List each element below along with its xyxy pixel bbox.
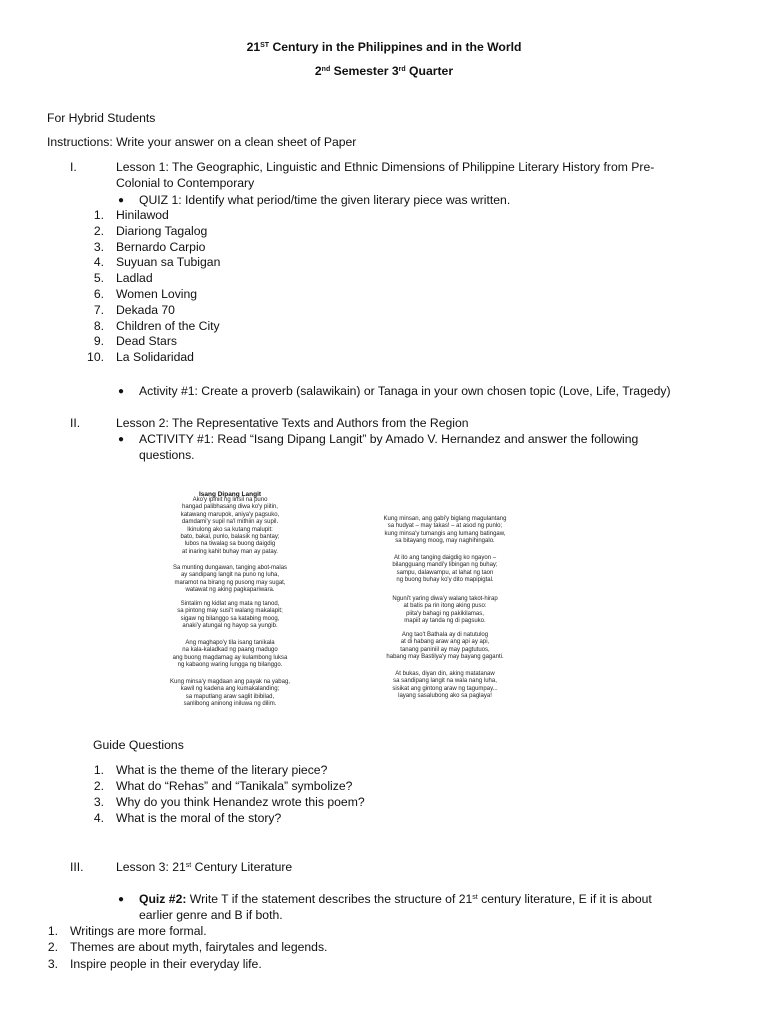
poem-line: piita'y bahagi ng pakikilamas, <box>406 610 484 617</box>
title-superscript: ST <box>260 42 270 49</box>
poem-line: at inaring kahit buhay man ay patay. <box>182 548 278 555</box>
poem-line: Nguni't yaring diwa'y walang takot-hirap <box>392 596 498 602</box>
list-item-number: 2. <box>47 940 58 955</box>
poem-line: Sintalim ng kidlat ang mata ng tanod, <box>180 601 280 607</box>
quiz2-prompt <box>139 892 652 907</box>
list-item-text: Writings are more formal. <box>70 924 207 938</box>
poem-stanza <box>150 497 310 556</box>
lesson3-title-sup: st <box>185 862 192 869</box>
poem-line: sampu, dalawampu, at lahat ng taon <box>396 569 494 576</box>
list-item-number: 5. <box>93 271 104 286</box>
poem-line: At ito ang tanging daigdig ko ngayon – <box>393 555 497 561</box>
poem-stanza <box>150 640 310 670</box>
title-text: Century in the Philippines and in the World <box>269 40 522 54</box>
list-item-text: Dead Stars <box>116 334 177 349</box>
list-item-number: 4. <box>93 811 104 825</box>
poem-line: hangad palibhasang diwa ko'y piitin, <box>182 504 278 511</box>
lesson3-numeral: III. <box>70 860 84 874</box>
list-item-number: 7. <box>93 302 104 317</box>
list-item-number: 1. <box>93 208 104 222</box>
poem-line: Kung minsan, ang gabi'y biglang magulantang <box>383 516 507 522</box>
poem-line: sanlibong aninong iniluwa ng dilim. <box>183 701 277 708</box>
bullet-icon: ● <box>118 386 125 397</box>
list-item-text: La Solidaridad <box>116 350 194 365</box>
semester-number: 2 <box>314 64 322 78</box>
semester-heading <box>0 64 768 79</box>
poem-line: Ang tao't Bathala ay di natutulog <box>401 632 489 638</box>
poem-line: layang sasalubong ako sa paglaya! <box>398 693 492 700</box>
list-item-text: Dekada 70 <box>116 302 175 317</box>
poem-line: ng kabaong waring lungga ng bilanggo. <box>177 662 283 669</box>
poem-line: Ikinulong ako sa kutang malupit: <box>187 526 273 533</box>
poem-line: ang buong magdamag ay kulambong luksa <box>172 654 288 661</box>
quiz2-label: Quiz #2: <box>139 892 187 906</box>
list-item-text: What is the theme of the literary piece? <box>116 763 328 777</box>
poem-line: Ako'y ipiniit ng linsil na puno <box>192 497 268 503</box>
list-item-text: Themes are about myth, fairytales and legends. <box>70 940 328 955</box>
quarter-text: Quarter <box>405 64 454 78</box>
lesson3-title <box>116 860 292 875</box>
activity-read-line1: ACTIVITY #1: Read “Isang Dipang Langit” by Amado V. Hernandez and answer the following <box>139 432 639 446</box>
poem-line: Ang maghapo'y tila isang tanikala <box>185 640 275 646</box>
list-item-text: Ladlad <box>116 271 153 286</box>
poem-stanza <box>365 516 525 546</box>
lesson2-title: Lesson 2: The Representative Texts and Authors from the Region <box>116 416 469 430</box>
poem-stanza <box>150 679 310 709</box>
poem-line: at di habang araw ang api ay api, <box>400 639 490 646</box>
bullet-icon: ● <box>118 894 125 905</box>
poem-line: tanang paniniil ay may pagtutuos, <box>400 646 490 653</box>
list-item-text: Hinilawod <box>116 208 169 222</box>
bullet-icon: ● <box>118 434 125 445</box>
activity1-prompt: Activity #1: Create a proverb (salawikain) or Tanaga in your own chosen topic (Love, Life, Tragedy) <box>139 384 671 398</box>
quiz1-prompt: QUIZ 1: Identify what period/time the given literary piece was written. <box>139 193 511 207</box>
list-item-text: What do “Rehas” and “Tanikala” symbolize? <box>116 779 353 793</box>
list-item-number: 3. <box>93 795 104 809</box>
poem-line: mapiit ay tanda ng di pagsuko. <box>404 618 486 625</box>
list-item-number: 3. <box>93 239 104 254</box>
list-item-text: Diariong Tagalog <box>116 223 208 238</box>
guide-questions-heading: Guide Questions <box>93 738 184 752</box>
document-title <box>0 40 768 55</box>
poem-line: bilangguang mandi'y libingan ng buhay; <box>392 562 498 569</box>
list-item-number: 6. <box>93 287 104 301</box>
poem-line: sa pintong may susi't walang makalapit; <box>177 608 283 615</box>
poem-line: katawang marupok, aniya'y pagsuko, <box>180 511 280 518</box>
poem-line: sigaw ng bilanggo sa katabing moog, <box>180 615 280 622</box>
list-item-number: 1. <box>47 924 58 938</box>
quiz2-sup: st <box>472 894 478 901</box>
poem-line: kawil ng kadena ang kumakalanding; <box>180 686 280 693</box>
poem-line: maramot na birang ng pusong may sugat, <box>174 579 286 586</box>
poem-line: habang may Bastilya'y may bayang gaganti. <box>386 654 504 661</box>
poem-line: lubos na tiwalag sa buong daigdig <box>184 541 276 548</box>
lesson1-numeral: I. <box>70 160 77 174</box>
lesson1-title-line1: Lesson 1: The Geographic, Linguistic and Ethnic Dimensions of Philippine Literary History from Pre- <box>116 160 655 174</box>
lesson2-numeral: II. <box>70 416 81 430</box>
list-item-text: What is the moral of the story? <box>116 811 282 825</box>
poem-stanza <box>150 601 310 631</box>
poem-line: Sa munting dungawan, tanging abot-malas <box>172 565 288 571</box>
list-item-number: 4. <box>93 255 104 270</box>
quiz2-prompt-line2: earlier genre and B if both. <box>139 908 283 922</box>
poem-line: ay sandipang langit na puno ng luha, <box>180 572 280 579</box>
poem-line: ng buong buhay ko'y dito mapipigtal. <box>396 577 494 584</box>
poem-line: bato, bakal, punlo, balasik ng bantay; <box>180 534 280 541</box>
quiz2-text-end: century literature, E if it is about <box>477 892 652 906</box>
poem-line: at batis pa rin itong aking puso: <box>403 603 487 610</box>
list-item-text: Inspire people in their everyday life. <box>70 956 262 971</box>
poem-title-text: Isang Dipang Langit <box>198 491 262 498</box>
list-item-number: 2. <box>93 223 104 238</box>
quarter-label: Semester 3 <box>330 64 399 78</box>
instructions: Instructions: Write your answer on a clean sheet of Paper <box>47 135 357 149</box>
list-item-number: 10. <box>87 350 104 365</box>
poem-line: kung minsa'y tumangis ang lumang batingaw, <box>384 530 506 537</box>
list-item-number: 1. <box>93 763 104 777</box>
list-item-text: Bernardo Carpio <box>116 239 206 254</box>
bullet-icon: ● <box>118 195 125 206</box>
poem-line: damdami'y supil na'l mithiin ay supil. <box>181 519 279 526</box>
list-item-text: Why do you think Henandez wrote this poem? <box>116 795 365 809</box>
poem-line: watawat ng aking pagkapariwara. <box>185 587 275 594</box>
list-item-number: 9. <box>93 334 104 349</box>
poem-stanza <box>365 596 525 626</box>
list-item-text: Women Loving <box>116 287 198 301</box>
audience-label: For Hybrid Students <box>47 111 156 125</box>
poem-line: sa sandipang langit na wala nang luha, <box>393 678 497 685</box>
quarter-superscript: rd <box>398 66 406 73</box>
poem-line: sa hudyat – may takas! – at asod ng punlo; <box>387 523 503 530</box>
list-item-number: 2. <box>93 779 104 793</box>
semester-superscript: nd <box>321 66 331 73</box>
list-item-number: 8. <box>93 318 104 333</box>
poem-stanza <box>150 565 310 595</box>
poem-line: sa maputlang araw saglit ibibilad, <box>185 693 275 700</box>
poem-line: Kung minsa'y magdaan ang payak na yabag, <box>170 679 290 685</box>
activity-read-line2: questions. <box>139 448 195 462</box>
list-item-text: Children of the City <box>116 318 220 333</box>
quiz2-text: Write T if the statement describes the structure of 21 <box>186 892 473 906</box>
poem-stanza <box>365 555 525 585</box>
poem-line: At bukas, diyan din, aking matatanaw <box>395 671 495 677</box>
list-item-number: 3. <box>47 956 58 971</box>
lesson3-title-pre: Lesson 3: 21 <box>116 860 186 874</box>
poem-line: na kala-kaladkad ng paang madugo <box>182 647 278 654</box>
lesson1-title-line2: Colonial to Contemporary <box>116 176 255 190</box>
poem-line: sisikat ang gintong araw ng tagumpay... <box>392 685 498 692</box>
poem-stanza <box>365 632 525 662</box>
lesson3-title-post: Century Literature <box>191 860 293 874</box>
poem-stanza <box>365 671 525 701</box>
poem-line: anaki'y atungal ng hayop sa yungib. <box>182 623 278 630</box>
list-item-text: Suyuan sa Tubigan <box>116 255 221 270</box>
title-number: 21 <box>246 40 261 54</box>
poem-line: sa bitayang moog, may naghihingalo. <box>395 538 495 545</box>
